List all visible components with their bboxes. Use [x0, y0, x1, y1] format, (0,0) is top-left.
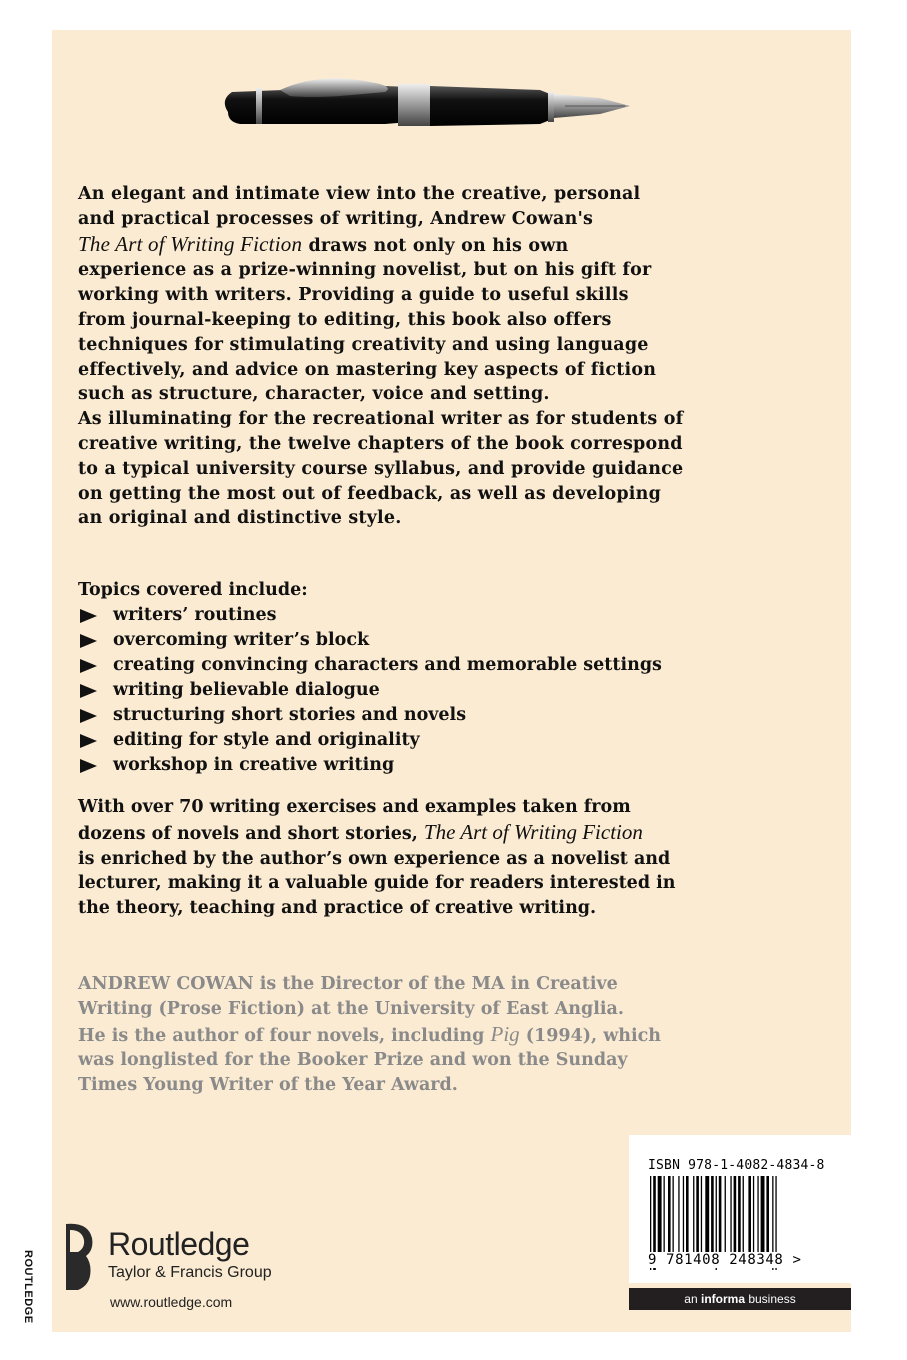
closing-line: is enriched by the author’s own experience as a novelist and [78, 848, 671, 869]
topics-heading: Topics covered include: [78, 580, 308, 600]
list-item: structuring short stories and novels [78, 703, 778, 728]
blurb-line: effectively, and advice on mastering key aspects of fiction [78, 359, 657, 380]
list-item: creating convincing characters and memorable settings [78, 653, 778, 678]
barcode-bar [711, 1176, 714, 1256]
isbn-text: ISBN 978-1-4082-4834-8 [648, 1158, 825, 1173]
barcode-bar [743, 1176, 744, 1256]
triangle-bullet-icon [80, 659, 97, 673]
blurb-line: An elegant and intimate view into the creative, personal [78, 184, 641, 204]
barcode-bar [766, 1176, 769, 1256]
list-item: editing for style and originality [78, 728, 778, 753]
barcode-bar [719, 1176, 722, 1256]
barcode-bar [730, 1176, 731, 1256]
closing-line: the theory, teaching and practice of creative writing. [78, 898, 597, 919]
author-line: ANDREW COWAN is the Director of the MA in Creative [78, 974, 618, 994]
list-item: writers’ routines [78, 603, 778, 628]
blurb-line: to a typical university course syllabus, and provide guidance [78, 458, 684, 479]
spine-logo-text: ROUTLEDGE [22, 1250, 34, 1324]
barcode-bar [738, 1176, 741, 1256]
author-bio [78, 972, 778, 1098]
publisher-group: Taylor & Francis Group [108, 1264, 272, 1281]
blurb-line: on getting the most out of feedback, as well as developing [78, 483, 662, 504]
triangle-bullet-icon [80, 634, 97, 648]
barcode-bar [696, 1176, 699, 1256]
author-line: (1994), which [519, 1025, 662, 1046]
barcode-bar [664, 1176, 665, 1256]
author-line: Writing (Prose Fiction) at the University of East Anglia. [78, 998, 624, 1019]
author-line: Times Young Writer of the Year Award. [78, 1075, 458, 1096]
barcode-bar [734, 1176, 737, 1256]
blurb-line: draws not only on his own [302, 235, 569, 256]
routledge-logo-icon [48, 1220, 108, 1292]
blurb-line: from journal-keeping to editing, this book also offers [78, 309, 612, 330]
list-item: writing believable dialogue [78, 678, 778, 703]
barcode-bar [701, 1176, 702, 1256]
topics-list [78, 603, 778, 778]
blurb-line: creative writing, the twelve chapters of the book correspond [78, 433, 683, 454]
barcode-bar [725, 1176, 726, 1256]
triangle-bullet-icon [80, 709, 97, 723]
publisher-url[interactable]: www.routledge.com [110, 1294, 233, 1310]
triangle-bullet-icon [80, 734, 97, 748]
barcode-bar [705, 1176, 709, 1256]
blurb-line: an original and distinctive style. [78, 508, 402, 529]
blurb-line: experience as a prize-winning novelist, but on his gift for [78, 260, 652, 281]
blurb-line: and practical processes of writing, Andrew Cowan's [78, 208, 594, 229]
book-title: The Art of Writing Fiction [78, 231, 303, 256]
informa-banner: an informa business [629, 1288, 851, 1310]
list-item: workshop in creative writing [78, 753, 778, 778]
topics-section [78, 578, 778, 778]
closing-line: lecturer, making it a valuable guide for readers interested in [78, 873, 676, 894]
barcode-bar [748, 1176, 751, 1256]
barcode-bar [753, 1176, 754, 1256]
barcode-bar [673, 1176, 674, 1256]
blurb [78, 182, 778, 531]
triangle-bullet-icon [80, 684, 97, 698]
list-item: overcoming writer’s block [78, 628, 778, 653]
blurb-line: working with writers. Providing a guide to useful skills [78, 285, 629, 306]
closing-line: With over 70 writing exercises and examples taken from [78, 797, 631, 817]
triangle-bullet-icon [80, 759, 97, 773]
closing-line: dozens of novels and short stories, [78, 823, 424, 844]
informa-brand: informa [700, 1292, 745, 1306]
barcode-bar [678, 1176, 679, 1256]
barcode-bar [683, 1176, 684, 1256]
publisher-name: Routledge [108, 1226, 250, 1262]
blurb-line: As illuminating for the recreational writer as for students of [78, 409, 684, 430]
barcode-bar [693, 1176, 694, 1256]
barcode-bar [757, 1176, 758, 1256]
barcode-bar [668, 1176, 671, 1256]
barcode-bar [686, 1176, 689, 1256]
triangle-bullet-icon [80, 609, 97, 623]
barcode-bar [761, 1176, 765, 1256]
blurb-line: such as structure, character, voice and setting. [78, 384, 550, 405]
barcode-digits: 9 781408 248348 > [648, 1252, 802, 1268]
author-line: was longlisted for the Booker Prize and won the Sunday [78, 1050, 628, 1071]
fountain-pen-illustration [170, 62, 630, 132]
author-line: He is the author of four novels, including [78, 1025, 491, 1046]
closing-paragraph [78, 795, 778, 921]
barcode-bar [658, 1176, 662, 1256]
book-title: The Art of Writing Fiction [423, 819, 643, 844]
blurb-line: techniques for stimulating creativity and using language [78, 334, 649, 355]
novel-title: Pig [490, 1021, 520, 1046]
